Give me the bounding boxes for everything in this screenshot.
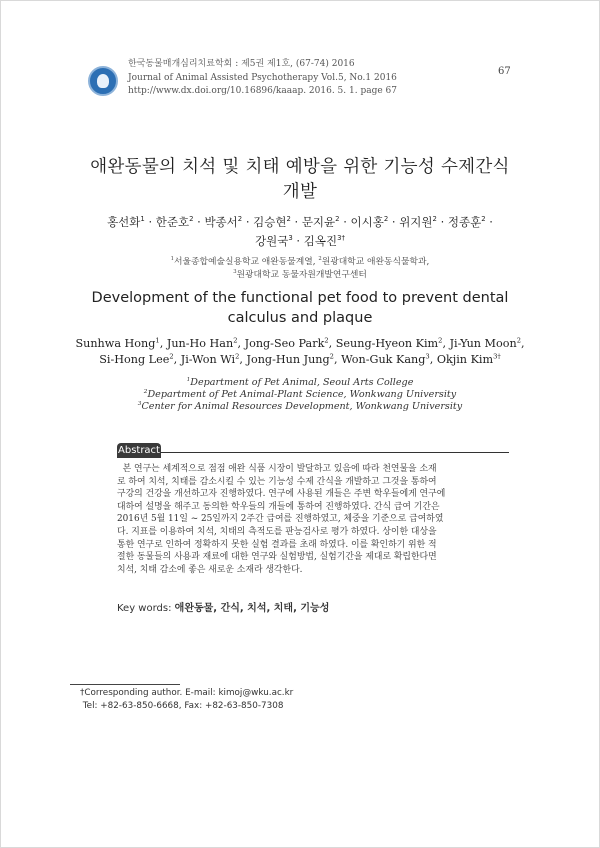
korean-affiliations [60, 256, 540, 282]
author-sup: 3 [425, 351, 430, 360]
author-name: 강원국 [255, 234, 289, 248]
abstract-line: 다. 지표를 이용하여 치석, 치태의 측적도를 판능검사로 평가 하였다. 상이한 대상을 [117, 526, 437, 537]
affil-sup: 1 [170, 256, 175, 263]
keywords-label: Key words: [117, 603, 175, 614]
author-name: 이시홍 [350, 215, 384, 229]
affil-sup: 1 [186, 376, 191, 383]
author-name: 한준호 [155, 215, 190, 229]
author-name: Ji-Won Wi [180, 352, 236, 366]
author-name: Okjin Kim [436, 352, 494, 366]
korean-authors-line-2 [60, 232, 540, 251]
affil-sup: 3 [233, 269, 237, 276]
korean-affil-line-2 [60, 269, 540, 282]
separator: · [388, 215, 400, 229]
separator: · [193, 215, 205, 229]
abstract-line: 구강의 건강을 개선하고자 진행하였다. 연구에 사용된 개들은 주변 학우들에게 연구에 [117, 489, 446, 500]
korean-title-line-1: 애완동물의 치석 및 치태 예방을 위한 기능성 수제간식 [90, 157, 510, 177]
author-name: Jong-Hun Jung [246, 352, 330, 366]
affil-text: Department of Pet Animal, Seoul Arts College [190, 377, 414, 388]
author-sup: 1 [140, 215, 145, 224]
abstract-line: 통한 연구로 인하여 정확하지 못한 실험 결과를 초래 하였다. 이를 확인하기 위한 적 [117, 539, 437, 550]
affil-text: 원광대학교 애완동식물학과, [321, 257, 430, 267]
footnote-rule [70, 684, 180, 685]
author-sup: 2 [383, 215, 389, 224]
english-authors-line-2: Si-Hong Lee$^2$, Ji-Won Wi$^2$, Jong-Hun Jung$^2$, Won-Guk Kang$^3$, Okjin Kim$^{3\dagger}$ [99, 351, 501, 366]
separator: · [144, 215, 156, 229]
korean-affil-line-1 [60, 256, 540, 269]
abstract-line: 절한 동물들의 사용과 재료에 대한 연구와 실험방법, 실험기간을 제대로 확립한다면 [117, 552, 437, 563]
author-sup: 2 [438, 336, 443, 345]
header-line-2: Journal of Animal Assisted Psychotherapy Vol.5, No.1 2016 [128, 72, 397, 83]
affil-sup: 3 [137, 401, 142, 408]
author-name: Jun-Ho Han [166, 337, 234, 350]
english-affiliations [60, 377, 540, 414]
abstract-line: 2016년 5월 11일 ~ 25일까지 2주간 급여를 진행하였고, 체중을 기준으로 급여하였 [117, 514, 444, 525]
korean-authors-line-1 [60, 213, 540, 232]
english-authors [60, 336, 540, 367]
author-name: Sunhwa Hong [75, 337, 156, 350]
author-sup: 3† [337, 234, 345, 243]
abstract-body [117, 463, 509, 576]
author-sup: 2 [516, 336, 521, 345]
header-line-1: 한국동물매개심리치료학회 : 제5권 제1호, (67-74) 2016 [128, 59, 355, 69]
author-name: 위지원 [399, 215, 433, 229]
author-name: 홍선화 [107, 215, 141, 229]
abstract-line: 본 연구는 세계적으로 점점 애완 식품 시장이 발달하고 있음에 따라 천연물을 소재 [117, 464, 437, 474]
header-doi-link[interactable]: http://www.dx.doi.org/10.16896/kaaap. 2016. 5. 1. page 67 [128, 86, 397, 96]
abstract-line: 로 하여 치석, 치태를 감소시킬 수 있는 기능성 수제 간식을 개발하고 그것을 통하여 [117, 476, 437, 487]
author-sup: 2 [324, 336, 329, 345]
keywords [117, 602, 509, 616]
author-sup: 2 [286, 215, 291, 224]
author-name: 박종서 [204, 215, 238, 229]
keywords-list: 애완동물, 간식, 치석, 치태, 기능성 [174, 603, 330, 614]
author-sup: 2 [335, 215, 340, 224]
author-sup: 2 [189, 215, 194, 224]
separator: · [292, 234, 304, 248]
author-name: Seung-Hyeon Kim [335, 337, 439, 350]
corresponding-author: †Corresponding author. E-mail: kimoj@wku.ac.kr [80, 688, 294, 698]
english-title-line-1: Development of the functional pet food to prevent dental [91, 290, 509, 306]
author-sup: 2 [237, 215, 243, 224]
author-name: Jong-Seo Park [244, 337, 325, 350]
affil-text: Center for Animal Resources Development, Wonkwang University [141, 401, 463, 413]
author-sup: 2 [169, 351, 174, 360]
author-sup: 2 [235, 351, 240, 360]
author-name: 문지윤 [301, 215, 336, 229]
author-sup: 3† [493, 351, 501, 360]
journal-header [128, 58, 397, 99]
author-sup: 3 [288, 234, 293, 243]
author-name: 정종훈 [447, 215, 482, 229]
english-affil-line [60, 401, 540, 413]
contact-phone-fax: Tel: +82-63-850-6668, Fax: +82-63-850-7308 [80, 700, 284, 711]
english-title-line-2: calculus and plaque [227, 310, 373, 326]
author-name: 김옥진 [303, 234, 338, 248]
author-sup: 2 [233, 336, 238, 345]
separator: · [436, 215, 448, 229]
affil-sup: 2 [143, 389, 148, 396]
abstract-line: 대하여 설명을 해주고 동의한 학우들의 개들에 통하여 진행하였다. 간식 급여 기간은 [117, 501, 440, 512]
abstract-label: Abstract [118, 445, 160, 456]
page-number: 67 [498, 66, 511, 77]
author-name: 김승현 [253, 215, 287, 229]
author-name: Ji-Yun Moon [449, 337, 517, 350]
english-title [40, 288, 560, 328]
english-affil-line [60, 389, 540, 401]
english-authors-line-1: Sunhwa Hong$^1$, Jun-Ho Han$^2$, Jong-Seo Park$^2$, Seung-Hyeon Kim$^2$, Ji-Yun Moon$^2$, [75, 336, 525, 350]
author-name: Won-Guk Kang [341, 352, 426, 366]
korean-title-line-2: 개발 [282, 182, 318, 202]
society-logo-icon [88, 66, 118, 96]
footnote [80, 687, 293, 712]
affil-sup: 2 [318, 256, 322, 263]
separator: · [242, 215, 254, 229]
author-sup: 1 [155, 336, 160, 345]
affil-text: Department of Pet Animal-Plant Science, Wonkwang University [147, 389, 457, 401]
korean-authors [60, 213, 540, 251]
affil-text: 원광대학교 동물자원개발연구센터 [236, 270, 367, 280]
separator: · [339, 215, 351, 229]
author-sup: 2 [432, 215, 437, 224]
abstract-rule [117, 452, 509, 453]
korean-title [60, 155, 540, 205]
separator: · [290, 215, 302, 229]
abstract-line: 치석, 치태 감소에 좋은 새로운 소재라 생각한다. [117, 564, 303, 575]
separator: · [485, 215, 493, 229]
english-affil-line [60, 377, 540, 389]
affil-text: 서울종합예술실용학교 애완동물계열, [174, 257, 319, 267]
author-name: Si-Hong Lee [99, 352, 170, 366]
author-sup: 2 [481, 215, 486, 224]
author-sup: 2 [329, 351, 334, 360]
